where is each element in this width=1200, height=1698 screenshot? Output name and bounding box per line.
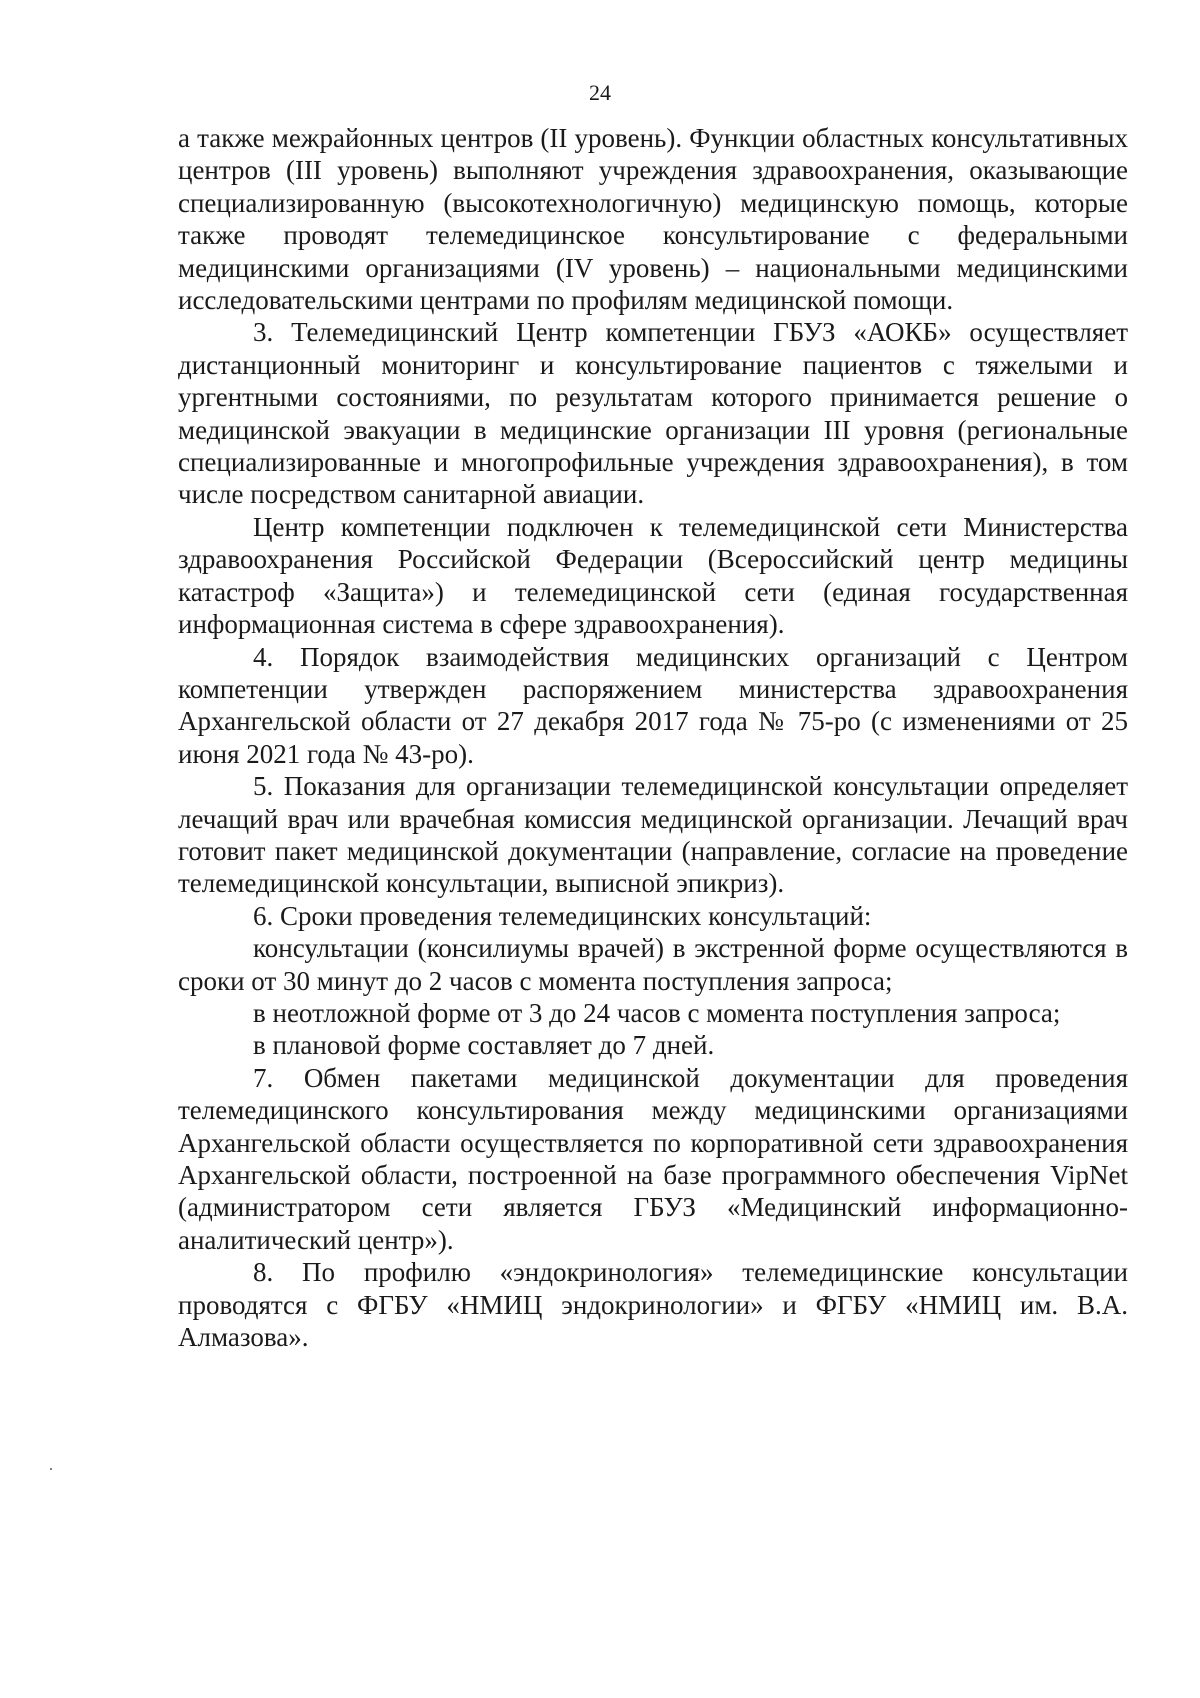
paragraph-levels-continuation: а также межрайонных центров (II уровень). Функции областных консультативных центров (III уровень) выполняют учреждения здравоохранения, оказывающие специализированную (высокотехнологичную) медицинскую помощь, которые также проводят телемедицинское консультирование с федеральными медицинскими организациями (IV уровень) – национальными медицинскими исследовательскими центрами по профилям медицинской помощи.: [178, 123, 1128, 316]
paragraph-item-7-document-exchange: 7. Обмен пакетами медицинской документации для проведения телемедицинского консультирования между медицинскими организациями Архангельской области осуществляется по корпоративной сети здравоохранения Архангельской области, построенной на базе программного обеспечения VipNet (администратором сети является ГБУЗ «Медицинский информационно-аналитический центр»).: [178, 1062, 1128, 1255]
paragraph-item-5-indications: 5. Показания для организации телемедицинской консультации определяет лечащий врач или врачебная комиссия медицинской организации. Лечащий врач готовит пакет медицинской документации (направление, согласие на проведение телемедицинской консультации, выписной эпикриз).: [178, 771, 1128, 899]
paragraph-item-4-interaction-order: 4. Порядок взаимодействия медицинских организаций с Центром компетенции утвержден распоряжением министерства здравоохранения Архангельской области от 27 декабря 2017 года № 75-ро (с изменениями от 25 июня 2021 года № 43-ро).: [178, 641, 1128, 769]
paragraph-item-6-terms-heading: 6. Сроки проведения телемедицинских консультаций:: [253, 900, 872, 931]
document-body: [178, 122, 1128, 1353]
paragraph-terms-urgent: в неотложной форме от 3 до 24 часов с момента поступления запроса;: [253, 997, 1061, 1028]
scan-speck: [50, 1468, 52, 1470]
paragraph-item-8-endocrinology: 8. По профилю «эндокринология» телемедицинские консультации проводятся с ФГБУ «НМИЦ эндокринологии» и ФГБУ «НМИЦ им. В.А. Алмазова».: [178, 1257, 1128, 1353]
paragraph-terms-emergency: консультации (консилиумы врачей) в экстренной форме осуществляются в сроки от 30 минут до 2 часов с момента поступления запроса;: [178, 933, 1128, 996]
paragraph-competence-center-network: Центр компетенции подключен к телемедицинской сети Министерства здравоохранения Российской Федерации (Всероссийский центр медицины катастроф «Защита») и телемедицинской сети (единая государственная информационная система в сфере здравоохранения).: [178, 511, 1128, 640]
page-number: 24: [589, 80, 611, 105]
paragraph-item-3-competence-center: 3. Телемедицинский Центр компетенции ГБУЗ «АОКБ» осуществляет дистанционный мониторинг и консультирование пациентов с тяжелыми и ургентными состояниями, по результатам которого принимается решение о медицинской эвакуации в медицинские организации III уровня (региональные специализированные и многопрофильные учреждения здравоохранения), в том числе посредством санитарной авиации.: [178, 317, 1128, 510]
paragraph-terms-planned: в плановой форме составляет до 7 дней.: [253, 1030, 715, 1061]
